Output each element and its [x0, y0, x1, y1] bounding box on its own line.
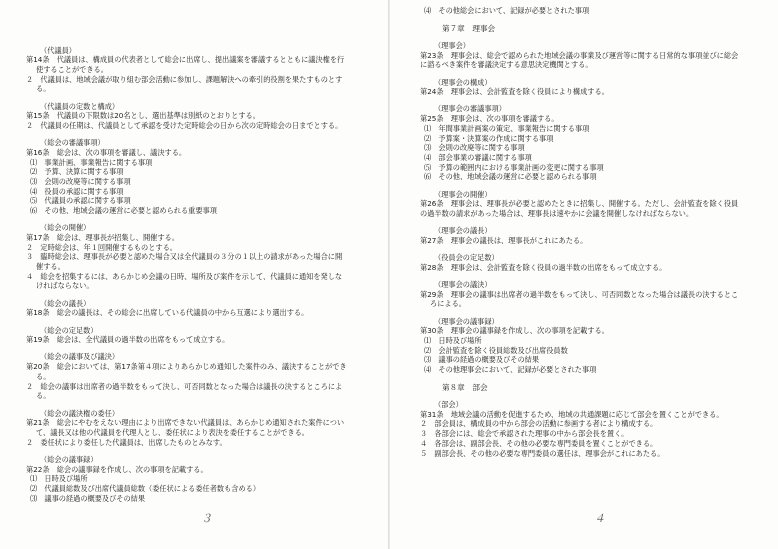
list-item: ⑸ 予算の範囲内における事業計画の変更に関する事項 [424, 162, 604, 172]
section-heading: （理事会の議決） [434, 279, 492, 289]
article-31-para-2: ２ 部会員は、構成員の中から部会の活動に参画する者により構成する。 [420, 419, 658, 429]
article-18: 第18条 総会の議長は、その総会に出席している代議員の中から互選により選出する。 [26, 308, 309, 318]
page-number: ４ [594, 512, 605, 525]
article-22: 第22条 総会の議事録を作成し、次の事項を記載する。 [26, 464, 208, 474]
article-20-para-2: ２ 総会の議事は出席者の過半数をもって決し、可否同数となった場合は議長の決するところによ [26, 381, 343, 391]
page-number: ３ [201, 512, 212, 525]
list-item: ⑵ 会計監査を除く役員総数及び出席役員数 [424, 345, 568, 355]
text-line: る。 [36, 391, 51, 401]
section-heading: （総会の定足数） [40, 325, 98, 335]
page-right [420, 6, 770, 458]
section-heading: （理事会の開催） [434, 189, 492, 199]
text-line: 催する。 [36, 262, 65, 272]
text-line: る。 [36, 84, 51, 94]
article-17-para-2: ２ 定時総会は、年１回開催するものとする。 [26, 242, 177, 252]
text-line: 使することができる。 [36, 64, 108, 74]
list-item: ⑵ 予算、決算に関する事項 [30, 167, 124, 177]
text-line: ろによる。 [430, 299, 466, 309]
section-heading: （代議員） [40, 45, 76, 55]
section-heading: （理事会） [434, 40, 470, 50]
section-heading: （総会の審議事項） [40, 138, 105, 148]
article-21: 第21条 総会にやむをえない理由により出席できない代議員は、あらかじめ通知された案件につい [26, 418, 345, 428]
article-27: 第27条 理事会の議長は、理事長がこれにあたる。 [420, 235, 588, 245]
article-31-para-3: ３ 各部会には、総会で承認された理事の中から部会長を置く。 [420, 429, 629, 439]
article-15: 第15条 代議員の下限数は20名とし、選出基準は別紙のとおりとする。 [26, 111, 260, 121]
text-line: の過半数の請求があった場合は、理事長は速やかに会議を開催しなければならない。 [420, 208, 694, 218]
article-14: 第14条 代議員は、構成員の代表者として総会に出席し、提出議案を審議するとともに議決権を行 [26, 55, 345, 65]
list-item: ⑷ 役員の承認に関する事項 [30, 186, 124, 196]
section-heading: （総会の開催） [40, 223, 91, 233]
text-line: て、議長又は他の代議員を代理人とし、委任状により表決を委任することができる。 [36, 427, 309, 437]
list-item: ⑵ 代議員総数及び出席代議員総数（委任状による委任者数も含める） [30, 483, 261, 493]
article-17: 第17条 総会は、理事長が招集し、開催する。 [26, 232, 179, 242]
list-item: ⑷ その他総会において、記録が必要とされた事項 [424, 6, 590, 15]
text-line: ければならない。 [36, 281, 94, 291]
list-item: ⑴ 日時及び場所 [30, 474, 88, 484]
article-15-para-2: ２ 代議員の任期は、代議員として承認を受けた定時総会の日から次の定時総会の日までとする。 [26, 120, 343, 130]
article-28: 第28条 理事会は、会計監査を除く役員の過半数の出席をもって成立する。 [420, 262, 667, 272]
article-16: 第16条 総会は、次の事項を審議し、議決する。 [26, 147, 187, 157]
chapter-heading: 第７章 理事会 [442, 23, 496, 33]
list-item: ⑴ 日時及び場所 [424, 335, 482, 345]
article-29: 第29条 理事会の議事は出席者の過半数をもって決し、可否同数となった場合は議長の決するとこ [420, 289, 739, 299]
section-heading: （役員会の定足数） [434, 253, 499, 263]
section-heading: （総会の議事録） [40, 454, 98, 464]
article-30: 第30条 理事会の議事録を作成し、次の事項を記載する。 [420, 326, 609, 336]
text-line: る。 [36, 371, 51, 381]
article-31: 第31条 地域会議の活動を促進するため、地域の共通課題に応じて部会を置くことができる。 [420, 409, 724, 419]
section-heading: （理事会の審議事項） [434, 104, 506, 114]
list-item: ⑷ その他理事会において、記録が必要とされた事項 [424, 365, 597, 375]
section-heading: （代議員の定数と構成） [40, 101, 120, 111]
section-heading: （理事会の議長） [434, 226, 492, 236]
list-item: ⑶ 議事の経過の概要及びその結果 [30, 493, 146, 503]
list-item: ⑴ 事業計画、事業報告に関する事項 [30, 157, 153, 167]
article-17-para-4: ４ 総会を招集するには、あらかじめ会議の日時、場所及び案件を示して、代議員に通知を発しな [26, 271, 343, 281]
list-item: ⑶ 議事の経過の概要及びその結果 [424, 355, 540, 365]
section-heading: （理事会の構成） [434, 77, 492, 87]
article-14-para-2: ２ 代議員は、地域会議が取り組む部会活動に参加し、課題解決への牽引的役割を果たすものとす [26, 74, 343, 84]
list-item: ⑹ その他、地域会議の運営に必要と認められる重要事項 [30, 206, 217, 216]
article-21-para-2: ２ 委任状により委任した代議員は、出席したものとみなす。 [26, 437, 227, 447]
list-item: ⑴ 年間事業計画案の策定、事業報告に関する事項 [424, 123, 590, 133]
list-item: ⑷ 部会事業の審議に関する事項 [424, 152, 532, 162]
section-heading: （理事会の議事録） [434, 316, 499, 326]
list-item: ⑶ 会則の改廃等に関する事項 [30, 176, 131, 186]
section-heading: （総会の議決権の委任） [40, 408, 120, 418]
list-item: ⑹ その他、地域会議の運営に必要と認められる事項 [424, 172, 597, 182]
list-item: ⑸ 代議員の承認に関する事項 [30, 196, 131, 206]
article-20: 第20条 総会においては、第17条第４項によりあらかじめ通知した案件のみ、議決することができ [26, 362, 347, 372]
section-heading: （部会） [434, 400, 463, 409]
list-item: ⑶ 会則の改廃等に関する事項 [424, 143, 525, 153]
article-24: 第24条 理事会は、会計監査を除く役員により構成する。 [420, 87, 609, 97]
article-26: 第26条 理事会は、理事長が必要と認めたときに招集し、開催する。ただし、会計監査を除く役員 [420, 199, 739, 209]
article-31-para-4: ４ 各部会は、副部会長、その他の必要な専門委員を置くことができる。 [420, 438, 658, 448]
list-item: ⑵ 予算案・決算案の作成に関する事項 [424, 133, 554, 143]
article-31-para-5: ５ 副部会長、その他の必要な専門委員の選任は、理事会がこれにあたる。 [420, 448, 665, 458]
section-heading: （総会の議長） [40, 298, 91, 308]
article-19: 第19条 総会は、全代議員の過半数の出席をもって成立する。 [26, 335, 230, 345]
page-gutter [388, 0, 390, 549]
article-25: 第25条 理事会は、次の事項を審議する。 [420, 114, 559, 124]
article-17-para-3: ３ 臨時総会は、理事長が必要と認めた場合又は全代議員の３分の１以上の請求があった場合に開 [26, 252, 343, 262]
chapter-heading: 第８章 部会 [442, 382, 488, 392]
text-line: に諮るべき案件を審議決定する意思決定機関とする。 [420, 60, 593, 70]
page-left [26, 38, 376, 503]
article-23: 第23条 理事会は、総会で認められた地域会議の事業及び運営等に関する日常的な事項並びに総会 [420, 50, 739, 60]
section-heading: （総会の議事及び議決） [40, 352, 120, 362]
